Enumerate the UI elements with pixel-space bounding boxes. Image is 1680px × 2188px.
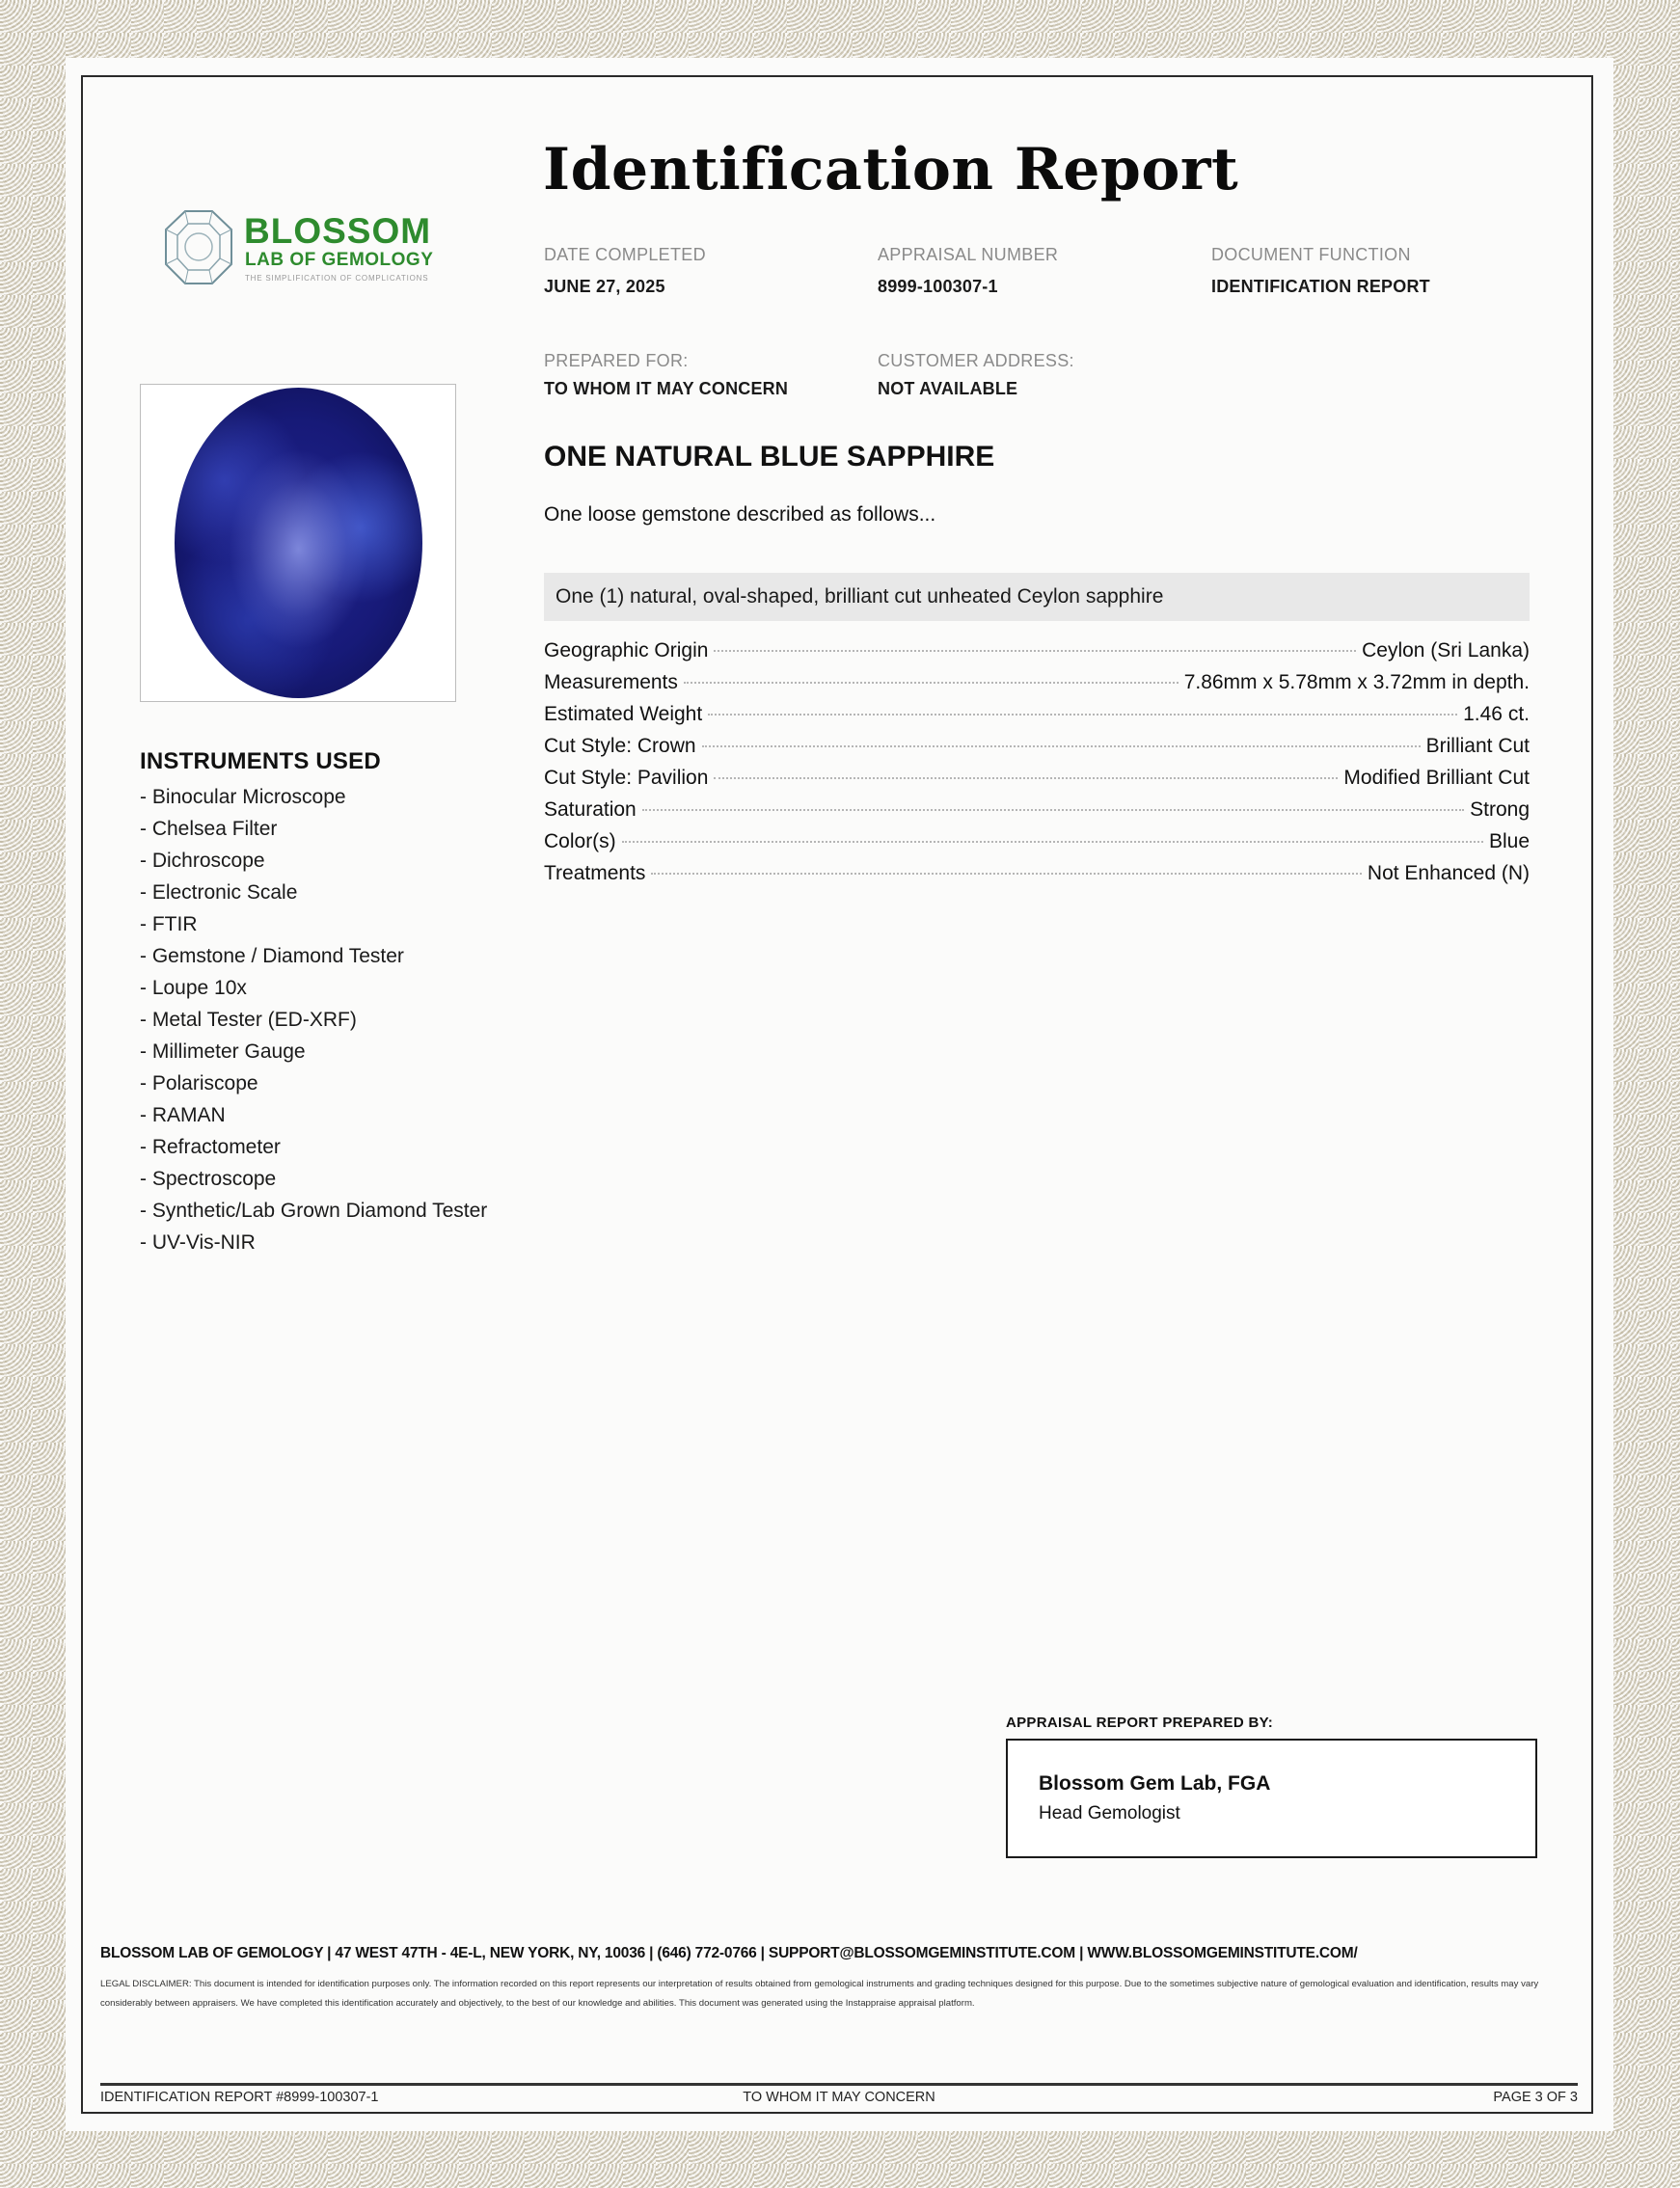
detail-value: 1.46 ct. bbox=[1463, 703, 1530, 725]
document-function-label: DOCUMENT FUNCTION bbox=[1211, 245, 1411, 264]
detail-value: Strong bbox=[1470, 798, 1530, 821]
detail-label: Cut Style: Pavilion bbox=[544, 767, 709, 789]
detail-label: Geographic Origin bbox=[544, 639, 709, 662]
signature-box bbox=[1006, 1739, 1537, 1858]
stone-details-list bbox=[544, 637, 1530, 892]
detail-label: Cut Style: Crown bbox=[544, 735, 696, 757]
preparer-role: Head Gemologist bbox=[1039, 1803, 1180, 1823]
preparer-name: Blossom Gem Lab, FGA bbox=[1039, 1772, 1271, 1795]
detail-label: Measurements bbox=[544, 671, 678, 693]
date-completed-value: JUNE 27, 2025 bbox=[544, 277, 665, 296]
date-completed-label: DATE COMPLETED bbox=[544, 245, 706, 264]
instrument-item: - Polariscope bbox=[140, 1072, 258, 1094]
gem-octagon-icon bbox=[162, 208, 235, 287]
instrument-item: - Refractometer bbox=[140, 1136, 281, 1158]
dot-leader bbox=[642, 809, 1464, 811]
instruments-heading: INSTRUMENTS USED bbox=[140, 748, 381, 774]
footer-divider bbox=[100, 2083, 1578, 2086]
logo-subtitle: LAB OF GEMOLOGY bbox=[245, 250, 434, 270]
detail-row bbox=[544, 797, 1530, 828]
sapphire-image bbox=[175, 388, 422, 698]
detail-value: Blue bbox=[1488, 830, 1530, 852]
prepared-by-label: APPRAISAL REPORT PREPARED BY: bbox=[1006, 1715, 1274, 1731]
dot-leader bbox=[708, 714, 1457, 716]
stone-description-bar bbox=[544, 573, 1530, 621]
dot-leader bbox=[714, 777, 1338, 779]
detail-label: Estimated Weight bbox=[544, 703, 703, 725]
appraisal-number-value: 8999-100307-1 bbox=[878, 277, 998, 296]
stone-intro: One loose gemstone described as follows... bbox=[544, 503, 936, 526]
instruments-list bbox=[140, 781, 487, 1258]
detail-row bbox=[544, 701, 1530, 733]
instrument-item: - FTIR bbox=[140, 913, 198, 935]
document-function-value: IDENTIFICATION REPORT bbox=[1211, 277, 1430, 296]
legal-disclaimer: LEGAL DISCLAIMER: This document is intended for identification purposes only. The information recorded on this report represents our interpretation of results obtained from gemological instruments and grading techniques designed for this purpose. Due to the sometimes subjective nature of gemological evaluation and identification, results may vary considerably between appraisers. We have completed this identification accurately and objectively, to the best of our knowledge and abilities. This document was generated using the Instappraise appraisal platform. bbox=[100, 1979, 1539, 2009]
footer-contact-line: BLOSSOM LAB OF GEMOLOGY | 47 WEST 47TH - 4E-L, NEW YORK, NY, 10036 | (646) 772-0766 | SUPPORT@BLOSSOMGEMINSTITUTE.COM | WWW.BLOSSOMGEMINSTITUTE.COM/ bbox=[100, 1945, 1358, 1961]
dot-leader bbox=[651, 873, 1361, 875]
detail-value: Modified Brilliant Cut bbox=[1343, 767, 1530, 789]
detail-value: 7.86mm x 5.78mm x 3.72mm in depth. bbox=[1183, 671, 1530, 693]
dot-leader bbox=[702, 745, 1421, 747]
instrument-item: - Chelsea Filter bbox=[140, 818, 278, 840]
instrument-item: - Spectroscope bbox=[140, 1168, 277, 1190]
customer-address-label: CUSTOMER ADDRESS: bbox=[878, 351, 1074, 370]
detail-row bbox=[544, 828, 1530, 860]
instrument-item: - Synthetic/Lab Grown Diamond Tester bbox=[140, 1200, 488, 1222]
lab-logo bbox=[162, 208, 451, 289]
prepared-for-value: TO WHOM IT MAY CONCERN bbox=[544, 379, 789, 398]
detail-label: Color(s) bbox=[544, 830, 616, 852]
footer-recipient: TO WHOM IT MAY CONCERN bbox=[743, 2090, 935, 2105]
footer-report-id: IDENTIFICATION REPORT #8999-100307-1 bbox=[100, 2090, 379, 2105]
prepared-for-label: PREPARED FOR: bbox=[544, 351, 689, 370]
prepared-for-field bbox=[544, 350, 788, 399]
page-footer-bar bbox=[100, 2087, 1578, 2108]
instrument-item: - Binocular Microscope bbox=[140, 786, 346, 808]
date-completed-field bbox=[544, 244, 706, 297]
instrument-item: - Metal Tester (ED-XRF) bbox=[140, 1009, 357, 1031]
detail-value: Not Enhanced (N) bbox=[1367, 862, 1530, 884]
gem-photo-frame bbox=[140, 384, 456, 702]
instrument-item: - Dichroscope bbox=[140, 850, 265, 872]
dot-leader bbox=[684, 682, 1179, 684]
document-title: Identification Report bbox=[543, 136, 1239, 203]
dot-leader bbox=[622, 841, 1483, 843]
dot-leader bbox=[714, 650, 1356, 652]
detail-label: Treatments bbox=[544, 862, 646, 884]
instrument-item: - Millimeter Gauge bbox=[140, 1040, 306, 1063]
detail-row bbox=[544, 860, 1530, 892]
detail-label: Saturation bbox=[544, 798, 637, 821]
detail-row bbox=[544, 733, 1530, 765]
instrument-item: - Gemstone / Diamond Tester bbox=[140, 945, 404, 967]
instrument-item: - UV-Vis-NIR bbox=[140, 1231, 256, 1254]
stone-title: ONE NATURAL BLUE SAPPHIRE bbox=[544, 441, 995, 473]
customer-address-value: NOT AVAILABLE bbox=[878, 379, 1018, 398]
appraisal-number-label: APPRAISAL NUMBER bbox=[878, 245, 1059, 264]
detail-row bbox=[544, 669, 1530, 701]
stone-description: One (1) natural, oval-shaped, brilliant cut unheated Ceylon sapphire bbox=[555, 585, 1164, 608]
detail-row bbox=[544, 637, 1530, 669]
instrument-item: - Electronic Scale bbox=[140, 881, 298, 904]
page-number: PAGE 3 OF 3 bbox=[1493, 2090, 1578, 2105]
detail-value: Brilliant Cut bbox=[1425, 735, 1530, 757]
logo-brand: BLOSSOM bbox=[244, 211, 432, 251]
instrument-item: - Loupe 10x bbox=[140, 977, 247, 999]
logo-tagline: THE SIMPLIFICATION OF COMPLICATIONS bbox=[245, 274, 429, 283]
document-function-field bbox=[1211, 244, 1430, 297]
detail-row bbox=[544, 765, 1530, 797]
instrument-item: - RAMAN bbox=[140, 1104, 226, 1126]
appraisal-number-field bbox=[878, 244, 1058, 297]
customer-address-field bbox=[878, 350, 1074, 399]
detail-value: Ceylon (Sri Lanka) bbox=[1362, 639, 1530, 662]
